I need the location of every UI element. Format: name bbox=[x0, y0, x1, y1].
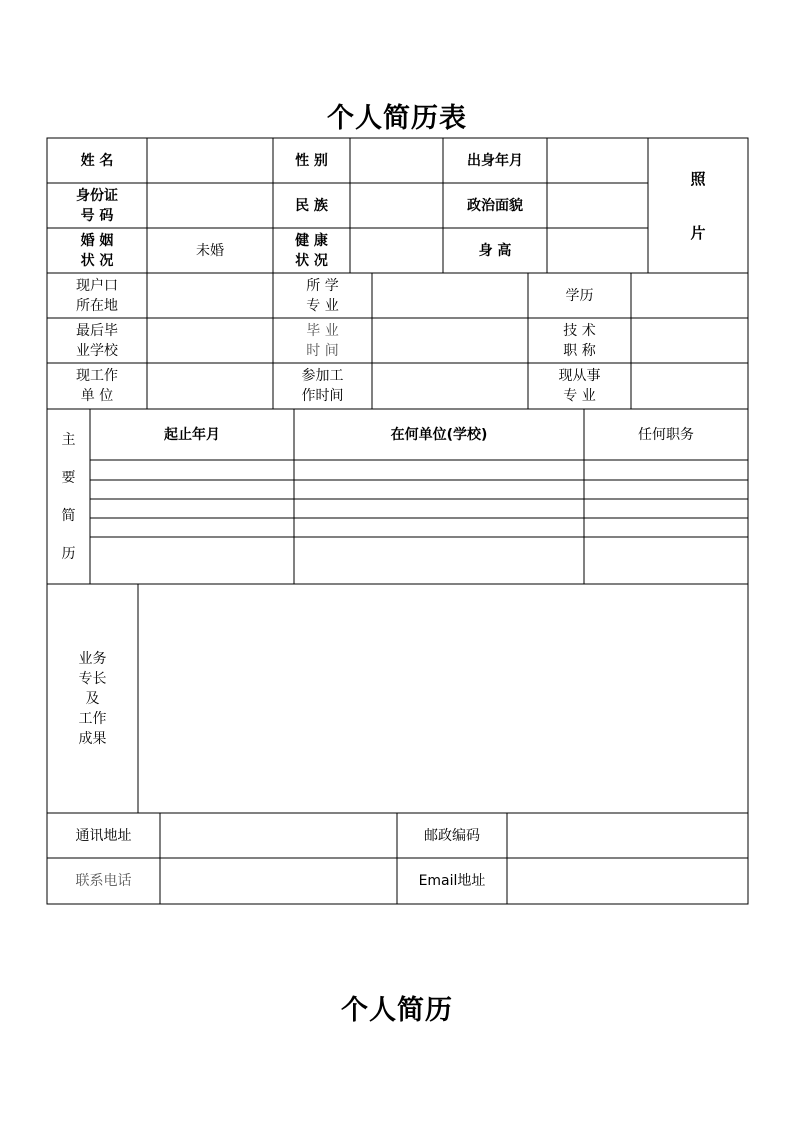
birth-field[interactable] bbox=[547, 138, 648, 183]
political-field[interactable] bbox=[547, 183, 648, 228]
ethnic-field[interactable] bbox=[350, 183, 443, 228]
degree-label: 学历 bbox=[565, 287, 594, 304]
postcode-label: 邮政编码 bbox=[424, 827, 480, 844]
health-field[interactable] bbox=[350, 228, 443, 273]
current-major-label: 现从事 专 业 bbox=[558, 368, 601, 404]
address-label: 通讯地址 bbox=[75, 827, 132, 844]
photo-box[interactable]: 照 片 bbox=[690, 169, 706, 242]
title-label: 技 术 职 称 bbox=[563, 322, 596, 359]
grad-time-label: 毕 业 时 间 bbox=[306, 322, 339, 359]
title-field[interactable] bbox=[631, 318, 748, 363]
history-col-position: 任何职务 bbox=[638, 426, 694, 443]
phone-label: 联系电话 bbox=[75, 873, 132, 889]
name-label: 姓 名 bbox=[80, 152, 114, 169]
page-title: 个人简历表 bbox=[327, 103, 467, 134]
hukou-field[interactable] bbox=[147, 273, 273, 318]
political-label: 政治面貌 bbox=[467, 197, 523, 214]
school-field[interactable] bbox=[147, 318, 273, 363]
skills-field[interactable] bbox=[138, 584, 748, 813]
email-label: Email地址 bbox=[418, 873, 486, 889]
id-field[interactable] bbox=[147, 183, 273, 228]
major-label: 所 学 专 业 bbox=[306, 277, 339, 314]
phone-field[interactable] bbox=[160, 858, 397, 904]
height-label: 身 高 bbox=[478, 242, 512, 259]
history-col-period: 起止年月 bbox=[164, 426, 220, 443]
history-rows[interactable] bbox=[90, 460, 748, 584]
marital-value[interactable]: 未婚 bbox=[196, 242, 224, 259]
school-label: 最后毕 业学校 bbox=[76, 322, 118, 359]
email-field[interactable] bbox=[507, 858, 748, 904]
birth-label: 出身年月 bbox=[467, 152, 523, 169]
height-field[interactable] bbox=[547, 228, 648, 273]
gender-field[interactable] bbox=[350, 138, 443, 183]
name-field[interactable] bbox=[147, 138, 273, 183]
grad-time-field[interactable] bbox=[372, 318, 528, 363]
gender-label: 性 别 bbox=[295, 152, 328, 169]
history-col-unit: 在何单位(学校) bbox=[390, 426, 488, 443]
skills-label: 业务 专长 及 工作 成果 bbox=[78, 650, 107, 747]
history-side-label: 主 要 简 历 bbox=[61, 431, 76, 562]
section-title: 个人简历 bbox=[341, 995, 453, 1026]
address-field[interactable] bbox=[160, 813, 397, 858]
work-unit-field[interactable] bbox=[147, 363, 273, 409]
work-start-label: 参加工 作时间 bbox=[301, 368, 344, 404]
hukou-label: 现户口 所在地 bbox=[76, 277, 118, 314]
ethnic-label: 民 族 bbox=[295, 197, 328, 214]
work-unit-label: 现工作 单 位 bbox=[76, 368, 118, 404]
work-start-field[interactable] bbox=[372, 363, 528, 409]
marital-label: 婚 姻 状 况 bbox=[80, 232, 114, 269]
postcode-field[interactable] bbox=[507, 813, 748, 858]
id-label: 身份证 号 码 bbox=[76, 187, 118, 224]
current-major-field[interactable] bbox=[631, 363, 748, 409]
degree-field[interactable] bbox=[631, 273, 748, 318]
major-field[interactable] bbox=[372, 273, 528, 318]
health-label: 健 康 状 况 bbox=[295, 232, 328, 269]
